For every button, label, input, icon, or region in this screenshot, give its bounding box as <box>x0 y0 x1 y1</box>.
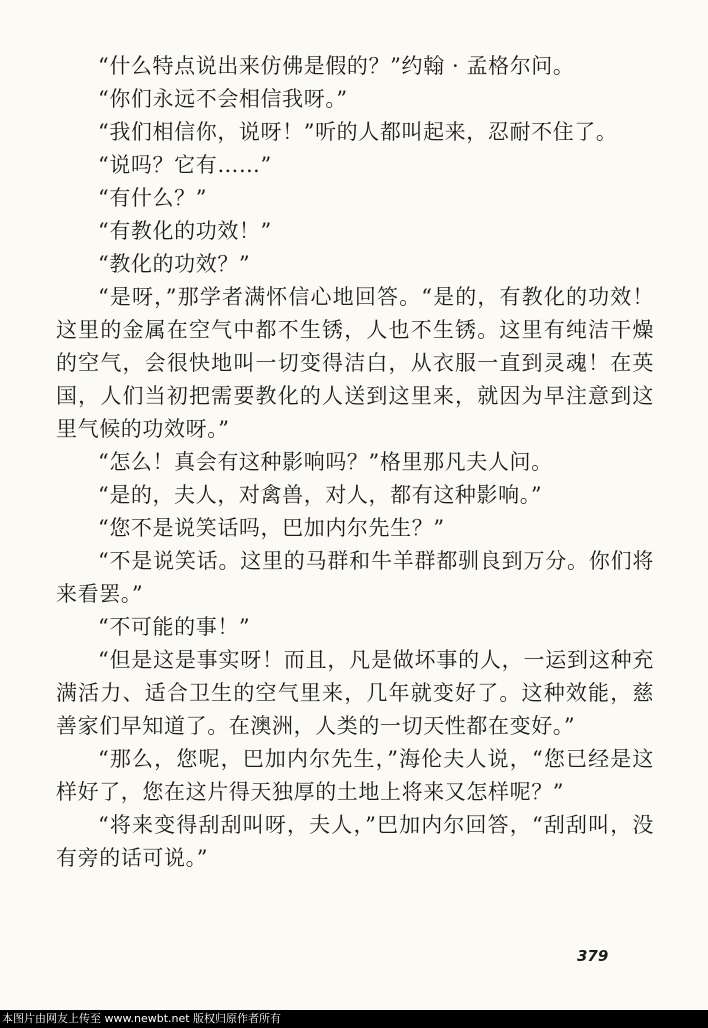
paragraph: “不是说笑话。这里的马群和牛羊群都驯良到万分。你们将来看罢。” <box>56 549 654 606</box>
paragraph: “那么，您呢，巴加内尔先生，”海伦夫人说，“您已经是这样好了，您在这片得天独厚的土地上将来又怎样呢？” <box>56 747 654 804</box>
paragraph: “您不是说笑话吗，巴加内尔先生？” <box>98 516 445 540</box>
watermark-footer: 本图片由网友上传至 www.newbt.net 版权归原作者所有 <box>0 1010 708 1028</box>
paragraph: “教化的功效？” <box>98 252 251 276</box>
paragraph: “有什么？” <box>98 186 208 210</box>
paragraph: “不可能的事！” <box>98 615 251 639</box>
paragraph: “有教化的功效！” <box>98 219 272 243</box>
paragraph: “但是这是事实呀！而且，凡是做坏事的人，一运到这种充满活力、适合卫生的空气里来，几年就变好了。这种效能，慈善家们早知道了。在澳洲，人类的一切天性都在变好。” <box>56 648 654 738</box>
paragraph: “将来变得刮刮叫呀，夫人，”巴加内尔回答，“刮刮叫，没有旁的话可说。” <box>56 813 654 870</box>
paragraph: “怎么！真会有这种影响吗？”格里那凡夫人问。 <box>98 450 553 474</box>
paragraph: “是呀，”那学者满怀信心地回答。“是的，有教化的功效！这里的金属在空气中都不生锈，人也不生锈。这里有纯洁干燥的空气，会很快地叫一切变得洁白，从衣服一直到灵魂！在英国，人们当初把需要教化的人送到这里来，就因为早注意到这里气候的功效呀。” <box>56 285 654 441</box>
paragraph: “你们永远不会相信我呀。” <box>98 87 348 111</box>
page-number: 379 <box>577 947 609 965</box>
paragraph: “什么特点说出来仿佛是假的？”约翰 · 孟格尔问。 <box>98 54 575 78</box>
paragraph: “是的，夫人，对禽兽，对人，都有这种影响。” <box>98 483 543 507</box>
body-text <box>56 50 654 875</box>
paragraph: “说吗？它有……” <box>98 153 272 177</box>
paragraph: “我们相信你，说呀！”听的人都叫起来，忍耐不住了。 <box>98 120 618 144</box>
